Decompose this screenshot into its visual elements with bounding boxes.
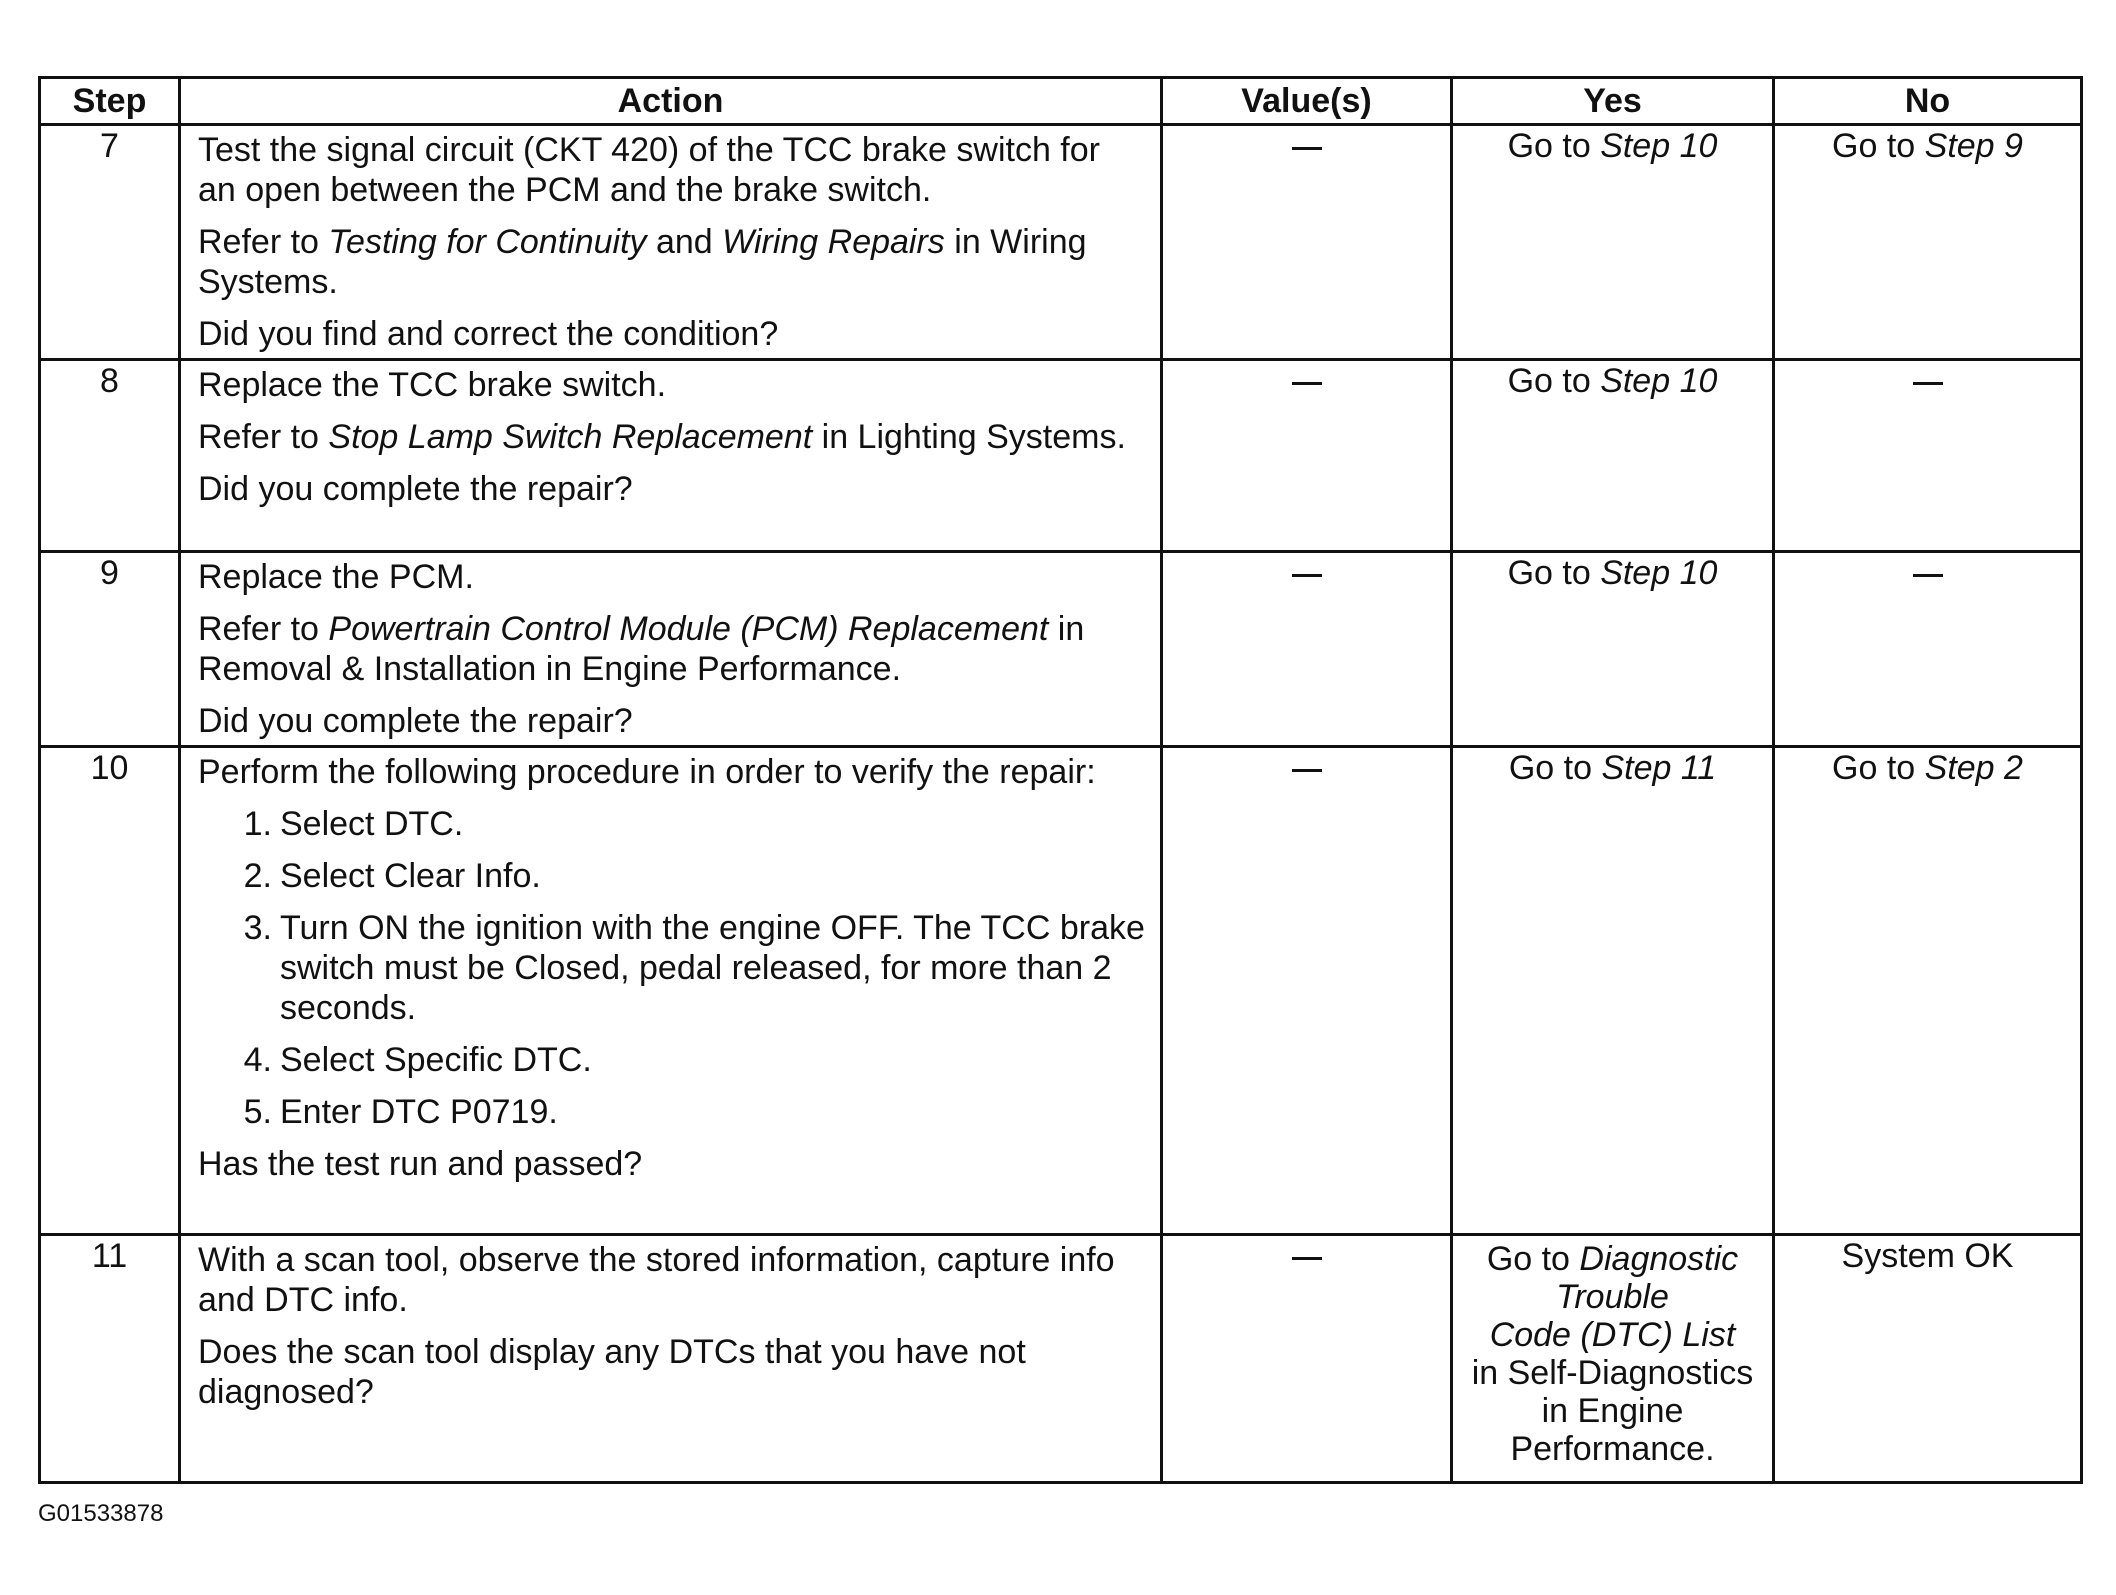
dash-mark — [1913, 382, 1943, 385]
step-link: Step 9 — [1924, 127, 2023, 165]
reference-link: Powertrain Control Module (PCM) Replacement — [328, 610, 1049, 648]
figure-id: G01533878 — [38, 1500, 164, 1527]
table-row — [40, 1235, 2082, 1483]
action-text: Replace the TCC brake switch. — [198, 366, 667, 404]
list-item: 3. Turn ON the ignition with the engine OFF. The TCC brake switch must be Closed, pedal released, for more than 2 seconds. — [243, 909, 1145, 1027]
action-text: With a scan tool, observe the stored information, capture info and DTC info. — [198, 1241, 1115, 1319]
no-cell: Go to Step 2 — [1774, 747, 2082, 1235]
step-number: 7 — [40, 125, 180, 360]
list-item: 4. Select Specific DTC. — [243, 1041, 592, 1079]
dash-mark — [1292, 147, 1322, 150]
step-number: 11 — [40, 1235, 180, 1483]
dash-mark — [1913, 574, 1943, 577]
value-cell — [1162, 360, 1452, 552]
step-link: Step 2 — [1924, 749, 2023, 787]
action-question: Has the test run and passed? — [198, 1145, 643, 1183]
step-link: Step 11 — [1601, 749, 1717, 787]
list-item: 5. Enter DTC P0719. — [243, 1093, 558, 1131]
action-cell — [180, 1235, 1162, 1483]
action-text: Perform the following procedure in order to verify the repair: — [198, 753, 1096, 791]
yes-cell: Go to Step 10 — [1452, 360, 1774, 552]
no-cell: Go to Step 9 — [1774, 125, 2082, 360]
no-cell — [1774, 360, 2082, 552]
value-cell — [1162, 552, 1452, 747]
action-text: Test the signal circuit (CKT 420) of the TCC brake switch for an open between the PCM and the brake switch. — [198, 131, 1100, 209]
action-cell — [180, 360, 1162, 552]
table-row — [40, 747, 2082, 1235]
dash-mark — [1292, 769, 1322, 772]
action-reference: Refer to Testing for Continuity and Wiring Repairs in Wiring Systems. — [198, 223, 1087, 301]
reference-link: Testing for Continuity — [328, 223, 647, 261]
action-question: Does the scan tool display any DTCs that you have not diagnosed? — [198, 1333, 1026, 1411]
diagnostic-table — [38, 76, 2083, 1484]
no-cell — [1774, 552, 2082, 747]
value-cell — [1162, 747, 1452, 1235]
table-row — [40, 125, 2082, 360]
list-item: 2. Select Clear Info. — [243, 857, 541, 895]
action-question: Did you find and correct the condition? — [198, 315, 779, 353]
step-link: Step 10 — [1600, 362, 1718, 400]
step-number: 9 — [40, 552, 180, 747]
step-number: 10 — [40, 747, 180, 1235]
action-cell — [180, 552, 1162, 747]
no-cell: System OK — [1774, 1235, 2082, 1483]
yes-cell: Go to Step 10 — [1452, 125, 1774, 360]
yes-cell: Go to Step 11 — [1452, 747, 1774, 1235]
header-row — [40, 78, 2082, 125]
dash-mark — [1292, 574, 1322, 577]
action-reference: Refer to Powertrain Control Module (PCM) Replacement in Removal & Installation in Engine Performance. — [198, 610, 1085, 688]
header-yes: Yes — [1452, 78, 1774, 125]
step-link: Step 10 — [1600, 127, 1718, 165]
header-no: No — [1774, 78, 2082, 125]
action-cell — [180, 125, 1162, 360]
table-row — [40, 552, 2082, 747]
yes-reference: Go to Diagnostic Trouble Code (DTC) List in Self-Diagnostics in Engine Performance. — [1471, 1240, 1754, 1468]
list-item: 1. Select DTC. — [243, 805, 464, 843]
reference-link: Wiring Repairs — [722, 223, 945, 261]
procedure-list — [198, 804, 1146, 1132]
table-row — [40, 360, 2082, 552]
value-cell — [1162, 1235, 1452, 1483]
header-action: Action — [180, 78, 1162, 125]
reference-link: Stop Lamp Switch Replacement — [328, 418, 813, 456]
header-step: Step — [40, 78, 180, 125]
yes-cell: Go to Step 10 — [1452, 552, 1774, 747]
action-text: Replace the PCM. — [198, 558, 474, 596]
dash-mark — [1292, 1257, 1322, 1260]
dash-mark — [1292, 382, 1322, 385]
action-reference: Refer to Stop Lamp Switch Replacement in Lighting Systems. — [198, 418, 1126, 456]
value-cell — [1162, 125, 1452, 360]
header-values: Value(s) — [1162, 78, 1452, 125]
action-cell — [180, 747, 1162, 1235]
action-question: Did you complete the repair? — [198, 470, 633, 508]
step-number: 8 — [40, 360, 180, 552]
yes-cell — [1452, 1235, 1774, 1483]
step-link: Step 10 — [1600, 554, 1718, 592]
action-question: Did you complete the repair? — [198, 702, 633, 740]
